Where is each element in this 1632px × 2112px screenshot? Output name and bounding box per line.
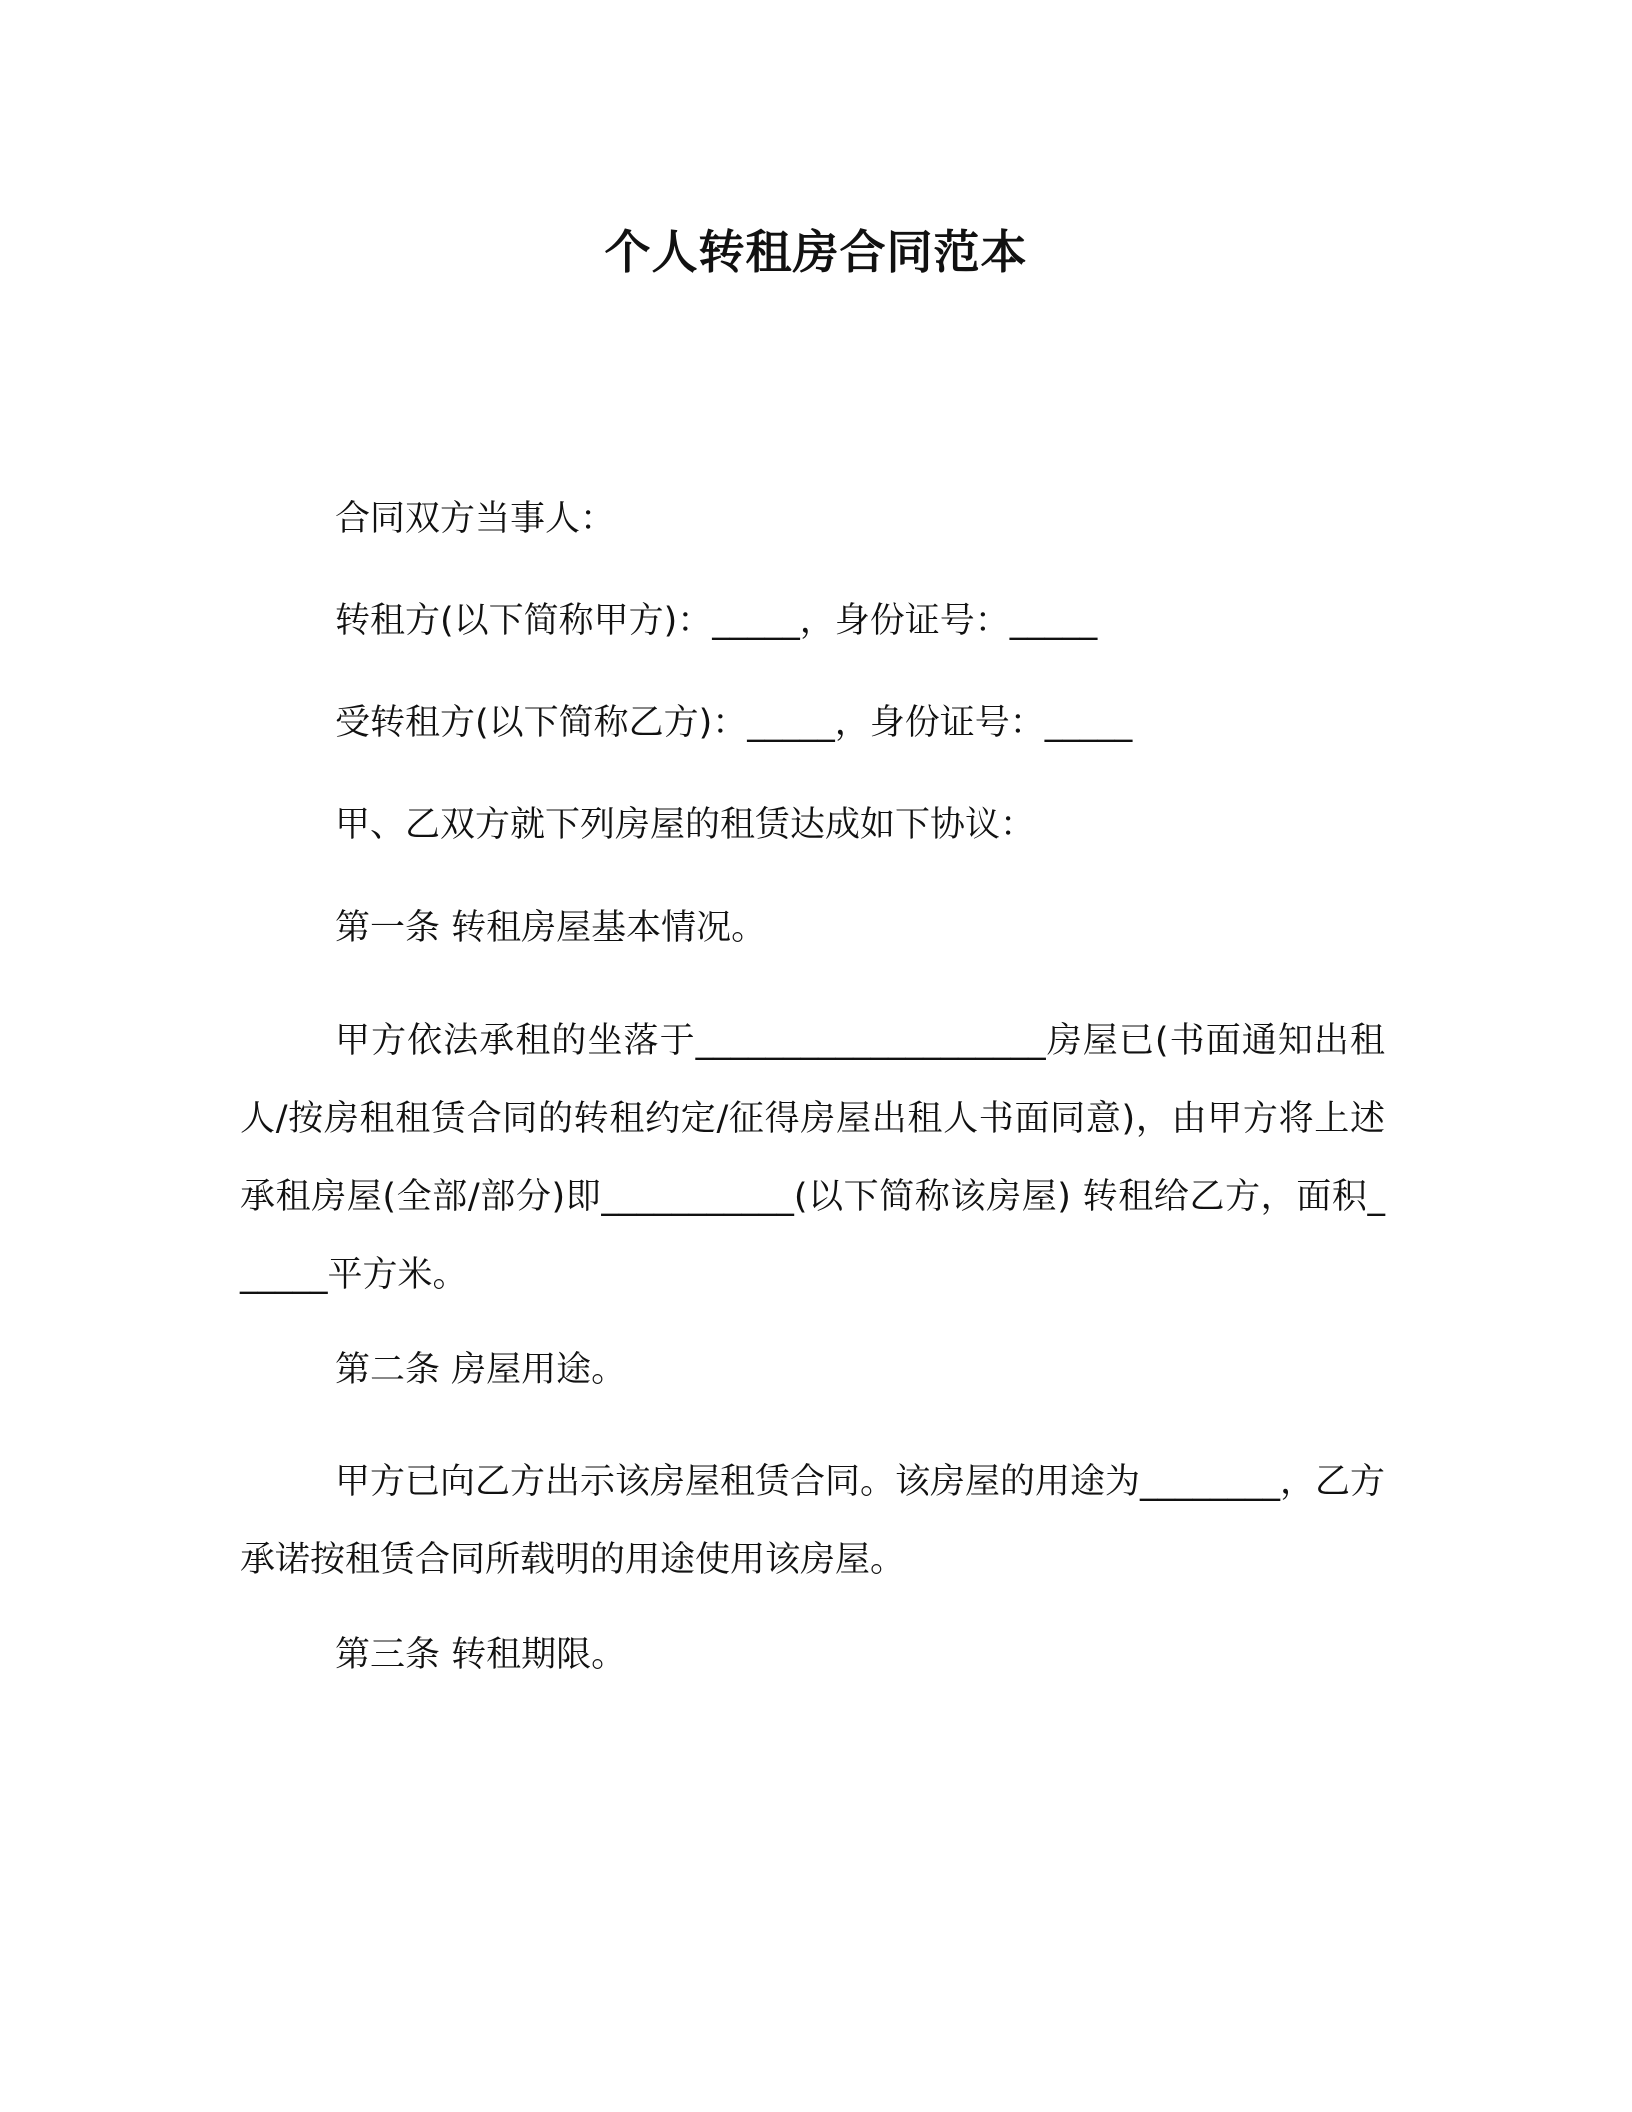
party-a-line: 转租方(以下简称甲方)：_____，身份证号：_____ (335, 601, 1098, 641)
article-1-heading: 第一条 转租房屋基本情况。 (335, 908, 767, 948)
parties-heading: 合同双方当事人： (335, 499, 616, 539)
article-3-heading: 第三条 转租期限。 (335, 1635, 627, 1675)
article-1-body: 甲方依法承租的坐落于____________________房屋已(书面通知出租人/按房租租赁合同的转租约定/征得房屋出租人书面同意)，由甲方将上述承租房屋(全部/部分)即___________(以下简称该房屋) 转租给乙方，面积______平方米。 (240, 1021, 1385, 1295)
agreement-intro: 甲、乙双方就下列房屋的租赁达成如下协议： (335, 805, 1036, 845)
article-2-heading: 第二条 房屋用途。 (335, 1350, 627, 1390)
article-2-body: 甲方已向乙方出示该房屋租赁合同。该房屋的用途为________，乙方承诺按租赁合同所载明的用途使用该房屋。 (240, 1462, 1386, 1580)
document-title: 个人转租房合同范本 (604, 225, 1028, 279)
party-b-line: 受转租方(以下简称乙方)：_____，身份证号：_____ (335, 703, 1133, 743)
